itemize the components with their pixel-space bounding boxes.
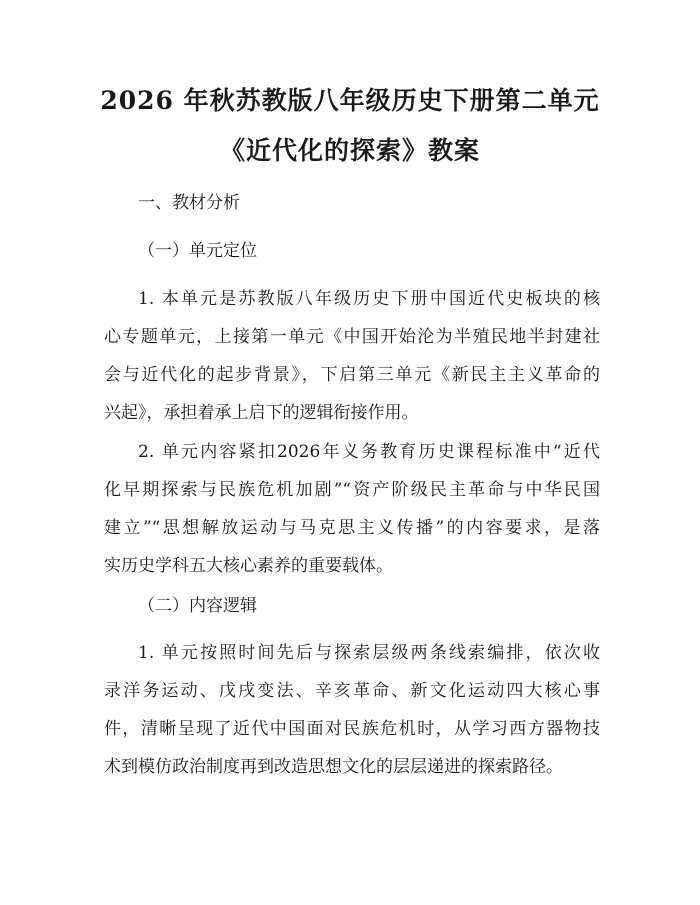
paragraph-unit-positioning-1 xyxy=(104,280,600,432)
paragraph-line: 心专题单元，上接第一单元《中国开始沦为半殖民地半封建社 xyxy=(104,327,600,347)
paragraph-line: 化早期探索与民族危机加剧”“资产阶级民主革命与中华民国 xyxy=(104,480,600,500)
paragraph-unit-positioning-2 xyxy=(104,433,600,585)
subsection-heading-unit-positioning: （一）单元定位 xyxy=(138,241,257,261)
paragraph-line: 术到模仿政治制度再到改造思想文化的层层递进的探索路径。 xyxy=(104,757,563,777)
paragraph-line: 实历史学科五大核心素养的重要载体。 xyxy=(104,556,393,576)
paragraph-line: 1. 本单元是苏教版八年级历史下册中国近代史板块的核 xyxy=(138,289,600,309)
document-title-line-1: 2026 年秋苏教版八年级历史下册第二单元 xyxy=(100,86,600,115)
paragraph-line: 2. 单元内容紧扣2026年义务教育历史课程标准中“近代 xyxy=(138,442,600,462)
paragraph-line: 建立”“思想解放运动与马克思主义传播”的内容要求，是落 xyxy=(104,518,600,538)
document-title-line-2: 《近代化的探索》教案 xyxy=(219,136,480,165)
paragraph-line: 1. 单元按照时间先后与探索层级两条线索编排，依次收 xyxy=(138,643,600,663)
paragraph-content-logic-1 xyxy=(104,634,600,786)
paragraph-line: 录洋务运动、戊戌变法、辛亥革命、新文化运动四大核心事 xyxy=(104,681,600,701)
paragraph-line: 兴起》，承担着承上启下的逻辑衔接作用。 xyxy=(104,403,419,423)
subsection-heading-content-logic: （二）内容逻辑 xyxy=(138,596,257,616)
paragraph-line: 会与近代化的起步背景》，下启第三单元《新民主主义革命的 xyxy=(104,365,600,385)
paragraph-line: 件，清晰呈现了近代中国面对民族危机时，从学习西方器物技 xyxy=(104,719,600,739)
section-heading-textbook-analysis: 一、教材分析 xyxy=(138,193,240,213)
